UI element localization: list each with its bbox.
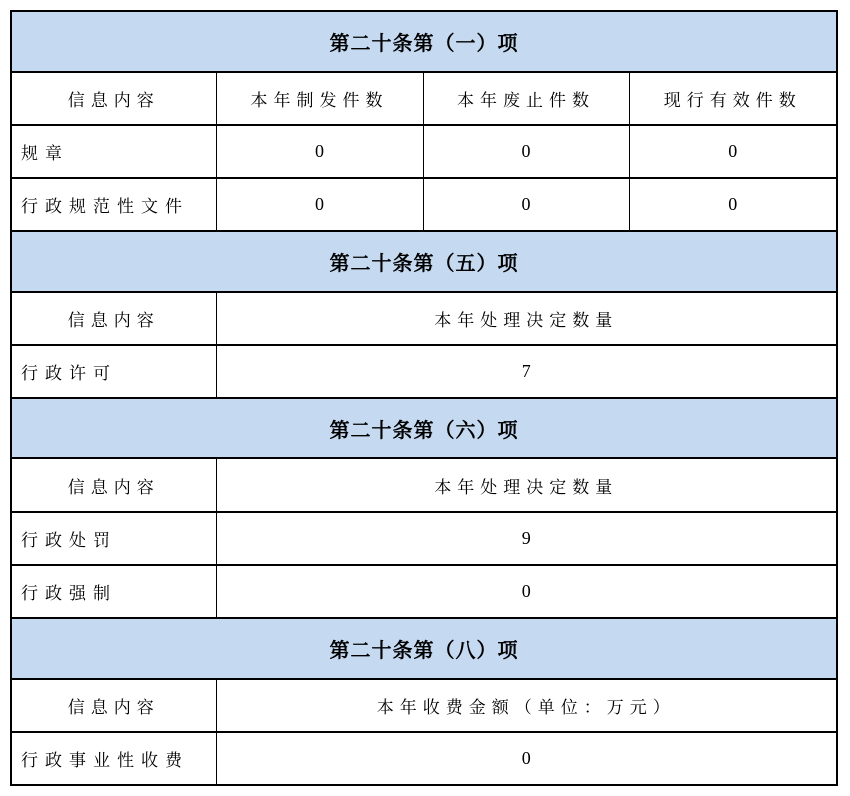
value-cell: 0: [216, 125, 423, 178]
section-2-col-header-0: 信息内容: [11, 292, 216, 345]
section-1-col-header-3: 现行有效件数: [629, 72, 837, 125]
value-cell: 0: [216, 565, 837, 618]
table-row: [11, 345, 837, 398]
section-1-col-header-0: 信息内容: [11, 72, 216, 125]
section-2-header-row: [11, 292, 837, 345]
section-1-col-header-2: 本年废止件数: [423, 72, 629, 125]
section-4-title-row: [11, 618, 837, 679]
value-cell: 0: [216, 732, 837, 785]
value-cell: 0: [629, 125, 837, 178]
section-3-title: 第二十条第（六）项: [11, 398, 837, 459]
table-row: [11, 125, 837, 178]
row-label: 行政许可: [11, 345, 216, 398]
section-2-col-header-1: 本年处理决定数量: [216, 292, 837, 345]
row-label: 行政强制: [11, 565, 216, 618]
row-label: 行政规范性文件: [11, 178, 216, 231]
section-1-title-row: [11, 11, 837, 72]
section-4-col-header-0: 信息内容: [11, 679, 216, 732]
section-1-title: 第二十条第（一）项: [11, 11, 837, 72]
section-4-col-header-1: 本年收费金额（单位：万元）: [216, 679, 837, 732]
section-2-title-row: [11, 231, 837, 292]
value-cell: 7: [216, 345, 837, 398]
value-cell: 0: [629, 178, 837, 231]
value-cell: 9: [216, 512, 837, 565]
row-label: 行政事业性收费: [11, 732, 216, 785]
table-row: [11, 565, 837, 618]
section-3-header-row: [11, 458, 837, 511]
section-3-col-header-0: 信息内容: [11, 458, 216, 511]
table-row: [11, 512, 837, 565]
section-3-title-row: [11, 398, 837, 459]
section-4-title: 第二十条第（八）项: [11, 618, 837, 679]
table-row: [11, 178, 837, 231]
row-label: 规章: [11, 125, 216, 178]
value-cell: 0: [423, 178, 629, 231]
section-1-header-row: [11, 72, 837, 125]
value-cell: 0: [423, 125, 629, 178]
section-3-col-header-1: 本年处理决定数量: [216, 458, 837, 511]
disclosure-table: [10, 10, 838, 786]
row-label: 行政处罚: [11, 512, 216, 565]
table-row: [11, 732, 837, 785]
value-cell: 0: [216, 178, 423, 231]
section-4-header-row: [11, 679, 837, 732]
section-1-col-header-1: 本年制发件数: [216, 72, 423, 125]
section-2-title: 第二十条第（五）项: [11, 231, 837, 292]
